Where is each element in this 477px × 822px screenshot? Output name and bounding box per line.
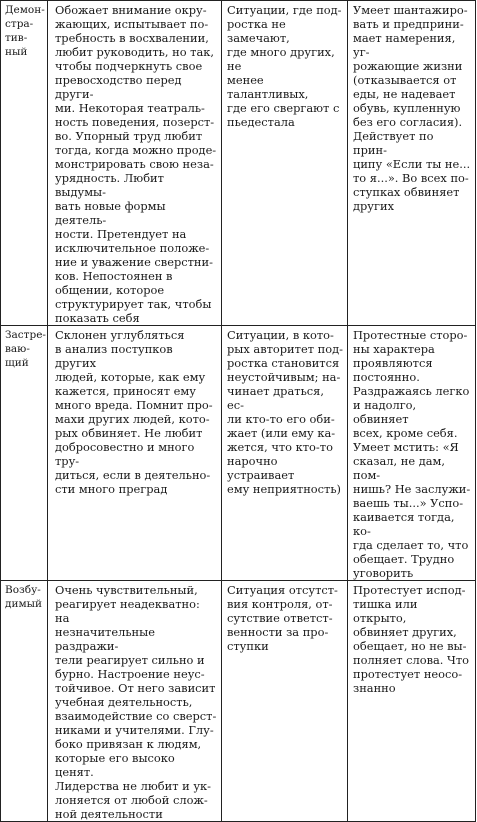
type-cell: Демон- стра- тив- ный (1, 1, 48, 326)
table-row (1, 1, 476, 326)
reaction-cell: Умеет шантажиро- вать и предприни- мает намерения, уг- рожающие жизни (отказывается от еды, не надевает обувь, купленную без его согласия). Действует по прин- ципу «Если ты не... то я...». Во всех по- ступках обвиняет других (348, 1, 476, 326)
type-cell: Возбу- димый (1, 581, 48, 822)
description-cell: Обожает внимание окру- жающих, испытывает по- требность в восхвалении, любит руководить, но так, чтобы подчеркнуть свое превосходство перед други- ми. Некоторая театраль- ность поведения, позерст- во. Упорный труд любит тогда, когда можно проде- монстрировать свою неза- урядность. Любит выдумы- вать новые формы деятель- ности. Претендует на исключительное положе- ние и уважение сверстни- ков. Непостоянен в общении, которое структурирует так, чтобы показать себя (48, 1, 222, 326)
situation-cell: Ситуация отсутст- вия контроля, от- сутствие ответст- венности за про- ступки (222, 581, 348, 822)
description-cell: Склонен углубляться в анализ поступков других людей, которые, как ему кажется, приносят ему много вреда. Помнит про- махи других людей, кото- рых обвиняет. Не любит добросовестно и много тру- диться, если в деятельно- сти много преград (48, 326, 222, 581)
table-row (1, 326, 476, 581)
situation-cell: Ситуации, в кото- рых авторитет под- ростка становится неустойчивым; на- чинает драться, ес- ли кто-то его оби- жает (или ему ка- жется, что кто-то нарочно устраивает ему неприятность) (222, 326, 348, 581)
reaction-cell: Протестные сторо- ны характера проявляются постоянно. Раздражаясь легко и надолго, обвиняет всех, кроме себя. Умеет мстить: «Я сказал, не дам, пом- нишь? Не заслужи- ваешь ты...» Успо- каивается тогда, ко- гда сделает то, что обещает. Трудно уговорить (348, 326, 476, 581)
table-row (1, 581, 476, 822)
situation-cell: Ситуации, где под- ростка не замечают, где много других, не менее талантливых, где его свергают с пьедестала (222, 1, 348, 326)
description-cell: Очень чувствительный, реагирует неадекватно: на незначительные раздражи- тели реагирует сильно и бурно. Настроение неус- тойчивое. От него зависит учебная деятельность, взаимодействие со сверст- никами и учителями. Глу- боко привязан к людям, которые его высоко ценят. Лидерства не любит и ук- лоняется от любой слож- ной деятельности (48, 581, 222, 822)
reaction-cell: Протестует испод- тишка или открыто, обвиняет других, обещает, но не вы- полняет слова. Что протестует неосо- знанно (348, 581, 476, 822)
type-cell: Застре- ваю- щий (1, 326, 48, 581)
